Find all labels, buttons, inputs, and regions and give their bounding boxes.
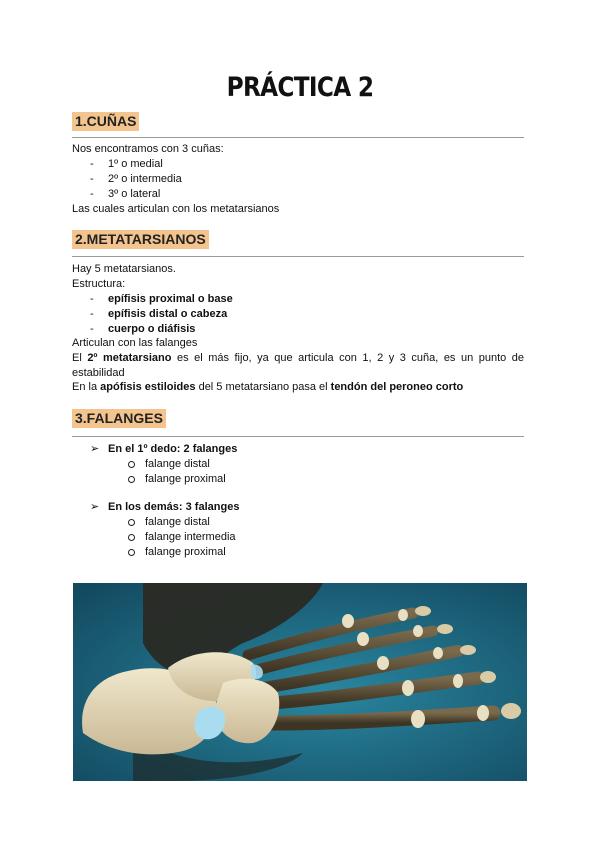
section-heading-falanges: 3.FALANGES [72, 409, 166, 428]
dash-bullet: - [90, 158, 94, 170]
circle-bullet-icon [128, 519, 135, 526]
list-item: falange proximal [145, 546, 226, 558]
circle-bullet-icon [128, 461, 135, 468]
dash-bullet: - [90, 308, 94, 320]
list-item: falange intermedia [145, 531, 236, 543]
text-run-bold: apófisis estiloides [100, 381, 196, 393]
cunas-intro: Nos encontramos con 3 cuñas: [72, 143, 224, 155]
text-run: El [72, 352, 88, 364]
section-heading-cunas: 1.CUÑAS [72, 112, 139, 131]
list-item: falange proximal [145, 473, 226, 485]
foot-skeleton-image [73, 583, 527, 781]
metatarsianos-count: Hay 5 metatarsianos. [72, 263, 176, 275]
dash-bullet: - [90, 173, 94, 185]
paragraph-segundo-metatarsiano [72, 351, 524, 381]
text-run: En la [72, 381, 101, 393]
circle-bullet-icon [128, 476, 135, 483]
group-label: En el 1º dedo: 2 falanges [108, 443, 238, 455]
text-run: es el más fijo, ya que articula con 1, 2 y 3 cuña, es un punto de estabilidad [72, 352, 524, 379]
list-item: cuerpo o diáfisis [108, 323, 196, 335]
page-title: PRÁCTICA 2 [226, 72, 374, 103]
dash-bullet: - [90, 323, 94, 335]
list-item: 3º o lateral [108, 188, 161, 200]
text-run-bold: tendón del peroneo corto [330, 381, 464, 393]
section-divider [72, 436, 524, 437]
arrow-bullet-icon: ➢ [90, 501, 100, 513]
circle-bullet-icon [128, 534, 135, 541]
cunas-outro: Las cuales articulan con los metatarsianos [72, 203, 280, 215]
dash-bullet: - [90, 293, 94, 305]
section-heading-metatarsianos: 2.METATARSIANOS [72, 230, 209, 249]
group-label: En los demás: 3 falanges [108, 501, 240, 513]
metatarsianos-articulation: Articulan con las falanges [72, 337, 198, 349]
list-item: epífisis proximal o base [108, 293, 233, 305]
arrow-bullet-icon: ➢ [90, 443, 100, 455]
circle-bullet-icon [128, 549, 135, 556]
text-run: del 5 metatarsiano pasa el [195, 381, 331, 393]
metatarsianos-structure-label: Estructura: [72, 278, 126, 290]
list-item: falange distal [145, 516, 210, 528]
section-divider [72, 137, 524, 138]
list-item: 2º o intermedia [108, 173, 182, 185]
list-item: falange distal [145, 458, 210, 470]
section-divider [72, 256, 524, 257]
list-item: 1º o medial [108, 158, 163, 170]
list-item: epífisis distal o cabeza [108, 308, 228, 320]
paragraph-apofisis [72, 380, 463, 395]
text-run-bold: 2º metatarsiano [87, 352, 172, 364]
dash-bullet: - [90, 188, 94, 200]
